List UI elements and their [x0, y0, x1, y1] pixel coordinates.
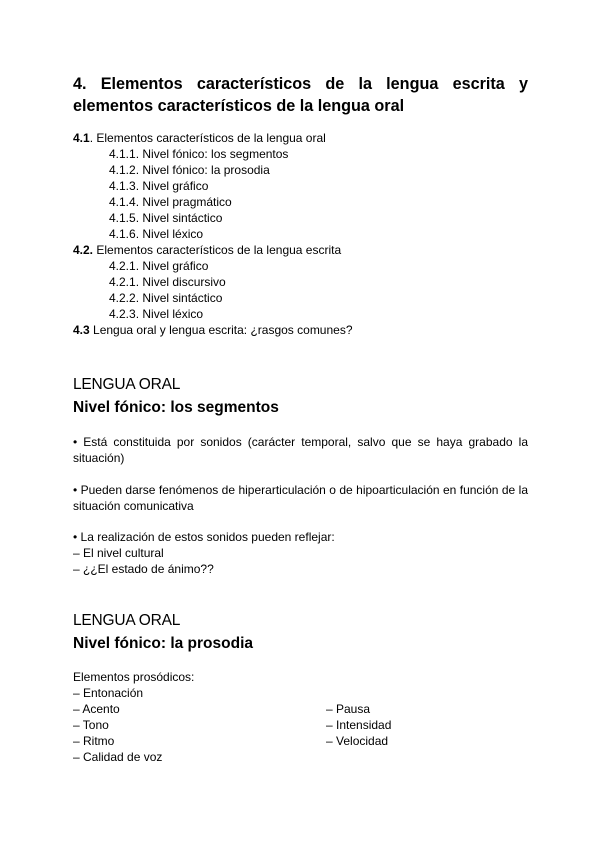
list-item: – Tono: [73, 718, 109, 732]
toc-item-4-2: [73, 242, 528, 258]
list-item: – Pausa: [326, 702, 371, 716]
section1-paragraph-1: • Está constituida por sonidos (carácter temporal, salvo que se haya grabado la situación): [73, 435, 528, 465]
toc-text: . Elementos característicos de la lengua oral: [89, 131, 326, 145]
toc-subitem: 4.1.6. Nivel léxico: [109, 227, 204, 241]
toc-subitem: 4.2.1. Nivel gráfico: [109, 259, 209, 273]
list-item: – Entonación: [73, 686, 144, 700]
section1-paragraph-2: • Pueden darse fenómenos de hiperarticulación o de hipoarticulación en función de la situación comunicativa: [73, 483, 528, 513]
toc-subitem: 4.2.2. Nivel sintáctico: [109, 291, 223, 305]
toc-subitem: 4.2.3. Nivel léxico: [109, 307, 204, 321]
toc-item-4-3: [73, 322, 528, 338]
toc-subitem: 4.2.1. Nivel discursivo: [109, 275, 226, 289]
toc-subitem: 4.1.1. Nivel fónico: los segmentos: [109, 147, 289, 161]
section1-paragraph-3: • La realización de estos sonidos pueden reflejar:: [73, 530, 335, 544]
list-item: – Acento: [73, 702, 120, 716]
section2-intro: Elementos prosódicos:: [73, 670, 195, 684]
toc-number: 4.1: [73, 131, 90, 145]
section1-title: Nivel fónico: los segmentos: [73, 399, 279, 416]
document-heading: 4. Elementos característicos de la lengua escrita y elementos característicos de la lengua oral: [73, 75, 528, 115]
list-item: – Ritmo: [73, 734, 115, 748]
section2-label: LENGUA ORAL: [73, 612, 181, 629]
list-item: – Velocidad: [326, 734, 389, 748]
list-item: – ¿¿El estado de ánimo??: [73, 562, 214, 576]
toc-text: Lengua oral y lengua escrita: ¿rasgos comunes?: [89, 323, 353, 337]
toc-subitem: 4.1.3. Nivel gráfico: [109, 179, 209, 193]
toc-item-4-1: [73, 130, 528, 146]
toc-subitem: 4.1.2. Nivel fónico: la prosodia: [109, 163, 270, 177]
table-of-contents: [73, 130, 528, 338]
list-item: – Calidad de voz: [73, 750, 163, 764]
list-item: – Intensidad: [326, 718, 392, 732]
toc-number: 4.3: [73, 323, 90, 337]
toc-subitem: 4.1.4. Nivel pragmático: [109, 195, 232, 209]
toc-number: 4.2.: [73, 243, 94, 257]
section1-label: LENGUA ORAL: [73, 376, 181, 393]
toc-subitem: 4.1.5. Nivel sintáctico: [109, 211, 223, 225]
list-item: – El nivel cultural: [73, 546, 164, 560]
section2-title: Nivel fónico: la prosodia: [73, 635, 253, 652]
toc-text: Elementos característicos de la lengua escrita: [93, 243, 342, 257]
